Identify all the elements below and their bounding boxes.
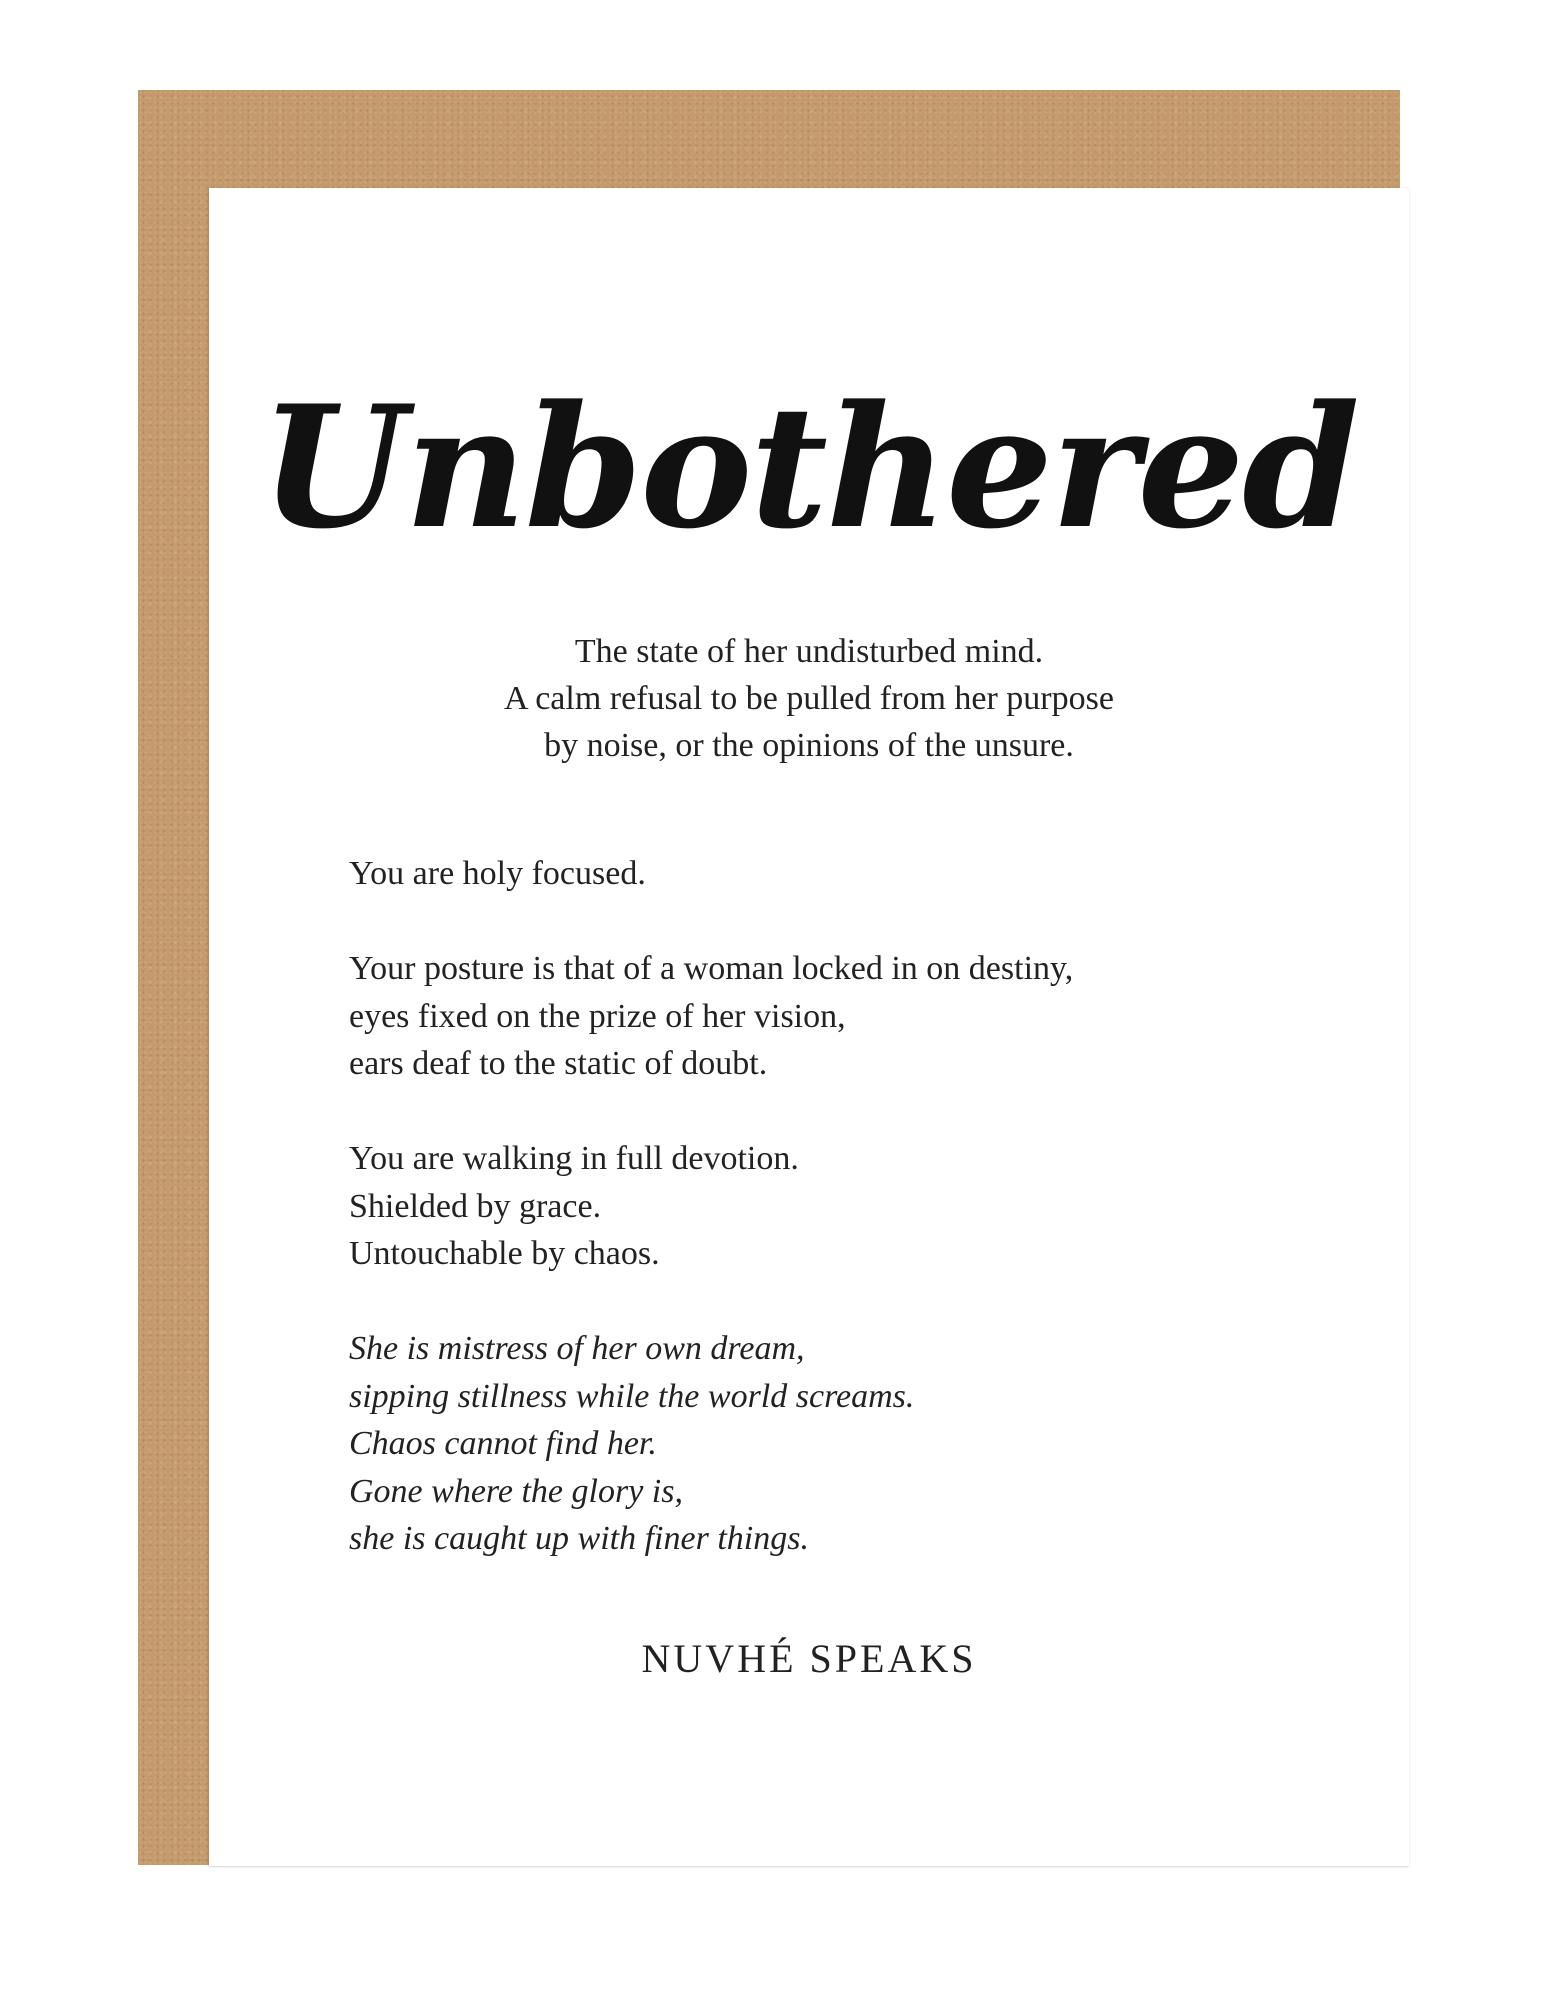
poem-line: eyes fixed on the prize of her vision, [349, 997, 846, 1035]
poem-line: ears deaf to the static of doubt. [349, 1045, 768, 1082]
poem-line: You are walking in full devotion. [349, 1140, 799, 1177]
poem-line: she is caught up with finer things. [349, 1520, 809, 1557]
subtitle-line: by noise, or the opinions of the unsure. [544, 727, 1074, 764]
poem-stanza [349, 945, 1309, 1088]
poem-line: Chaos cannot find her. [349, 1425, 657, 1462]
poem-line: sipping stillness while the world screams. [349, 1377, 915, 1415]
poem-body [349, 850, 1309, 1610]
poem-card [209, 188, 1409, 1866]
poem-line: Untouchable by chaos. [349, 1235, 660, 1272]
poem-line: Your posture is that of a woman locked in on destiny, [349, 950, 1074, 987]
poem-line: Shielded by grace. [349, 1187, 602, 1225]
poem-stanza [349, 1135, 1309, 1278]
poem-line: You are holy focused. [349, 855, 646, 892]
author-signature: NUVHÉ SPEAKS [641, 1636, 977, 1681]
poem-stanza [349, 850, 1309, 898]
poem-line: She is mistress of her own dream, [349, 1330, 805, 1367]
poem-stanza-italic [349, 1325, 1309, 1563]
subtitle-line: A calm refusal to be pulled from her purpose [504, 680, 1114, 717]
card-title: Unbothered [260, 368, 1358, 566]
subtitle-line: The state of her undisturbed mind. [574, 633, 1044, 670]
card-subtitle [209, 628, 1409, 769]
poem-line: Gone where the glory is, [349, 1472, 683, 1510]
